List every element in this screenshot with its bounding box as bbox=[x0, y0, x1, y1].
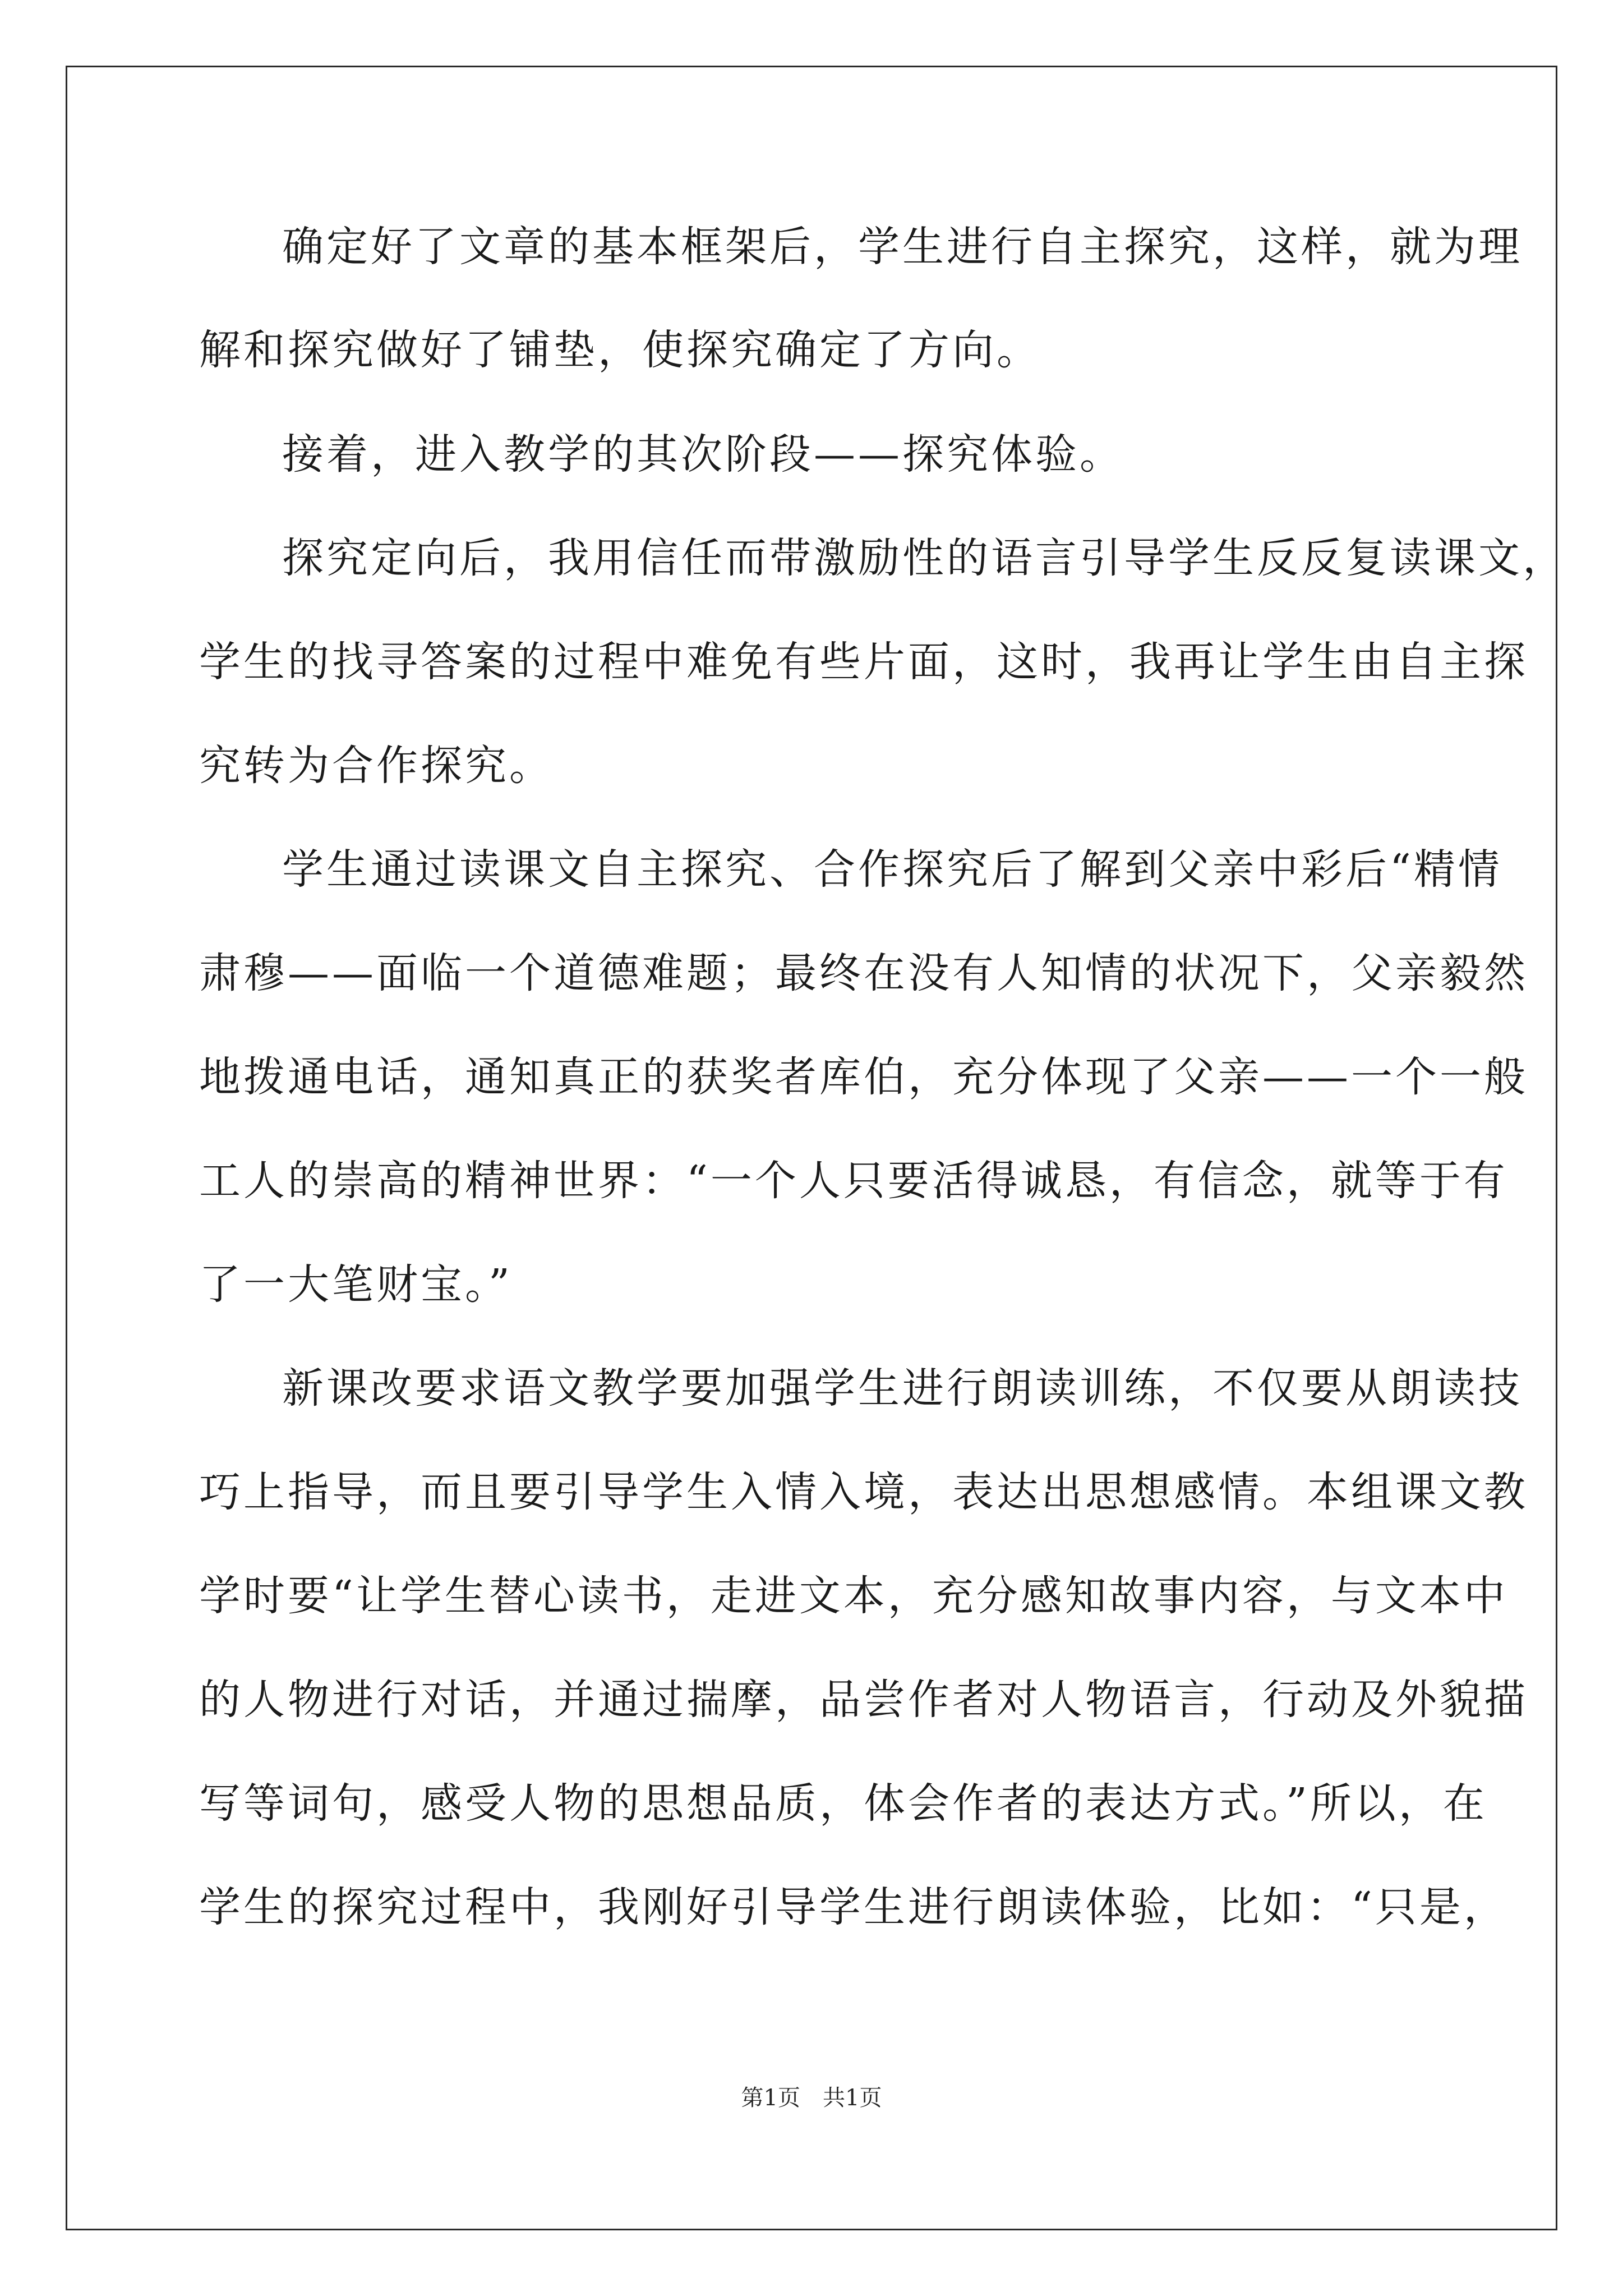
page-number-footer: 第1页 共1页 bbox=[741, 2085, 882, 2111]
paragraph-line: 的人物进行对话，并通过揣摩，品尝作者对人物语言，行动及外貌描 bbox=[199, 1676, 1528, 1724]
paragraph-line: 肃穆——面临一个道德难题；最终在没有人知情的状况下，父亲毅然 bbox=[199, 949, 1528, 997]
paragraph-line: 学生的找寻答案的过程中难免有些片面，这时，我再让学生由自主探 bbox=[199, 638, 1528, 686]
paragraph-line: 地拨通电话，通知真正的获奖者库伯，充分体现了父亲——一个一般 bbox=[199, 1053, 1528, 1101]
paragraph-line: 究转为合作探究。 bbox=[199, 742, 554, 790]
paragraph-line: 写等词句，感受人物的思想品质，体会作者的表达方式。”所以，在 bbox=[199, 1779, 1487, 1828]
paragraph-line: 确定好了文章的基本框架后，学生进行自主探究，这样，就为理 bbox=[282, 223, 1523, 271]
paragraph-line: 学生的探究过程中，我刚好引导学生进行朗读体验，比如：“只是， bbox=[199, 1883, 1508, 1931]
paragraph-line: 新课改要求语文教学要加强学生进行朗读训练，不仅要从朗读技 bbox=[282, 1364, 1523, 1412]
paragraph-line: 巧上指导，而且要引导学生入情入境，表达出思想感情。本组课文教 bbox=[199, 1468, 1528, 1516]
paragraph-line: 学生通过读课文自主探究、合作探究后了解到父亲中彩后“精情 bbox=[282, 845, 1502, 894]
paragraph-line: 接着，进入教学的其次阶段——探究体验。 bbox=[282, 430, 1124, 478]
paragraph-line: 探究定向后，我用信任而带激励性的语言引导学生反反复读课文， bbox=[282, 534, 1567, 582]
paragraph-line: 工人的崇高的精神世界：“一个人只要活得诚恳，有信念，就等于有 bbox=[199, 1157, 1508, 1205]
paragraph-line: 学时要“让学生替心读书，走进文本，充分感知故事内容，与文本中 bbox=[199, 1572, 1508, 1620]
paragraph-line: 了一大笔财宝。” bbox=[199, 1260, 513, 1309]
paragraph-line: 解和探究做好了铺垫，使探究确定了方向。 bbox=[199, 326, 1041, 374]
